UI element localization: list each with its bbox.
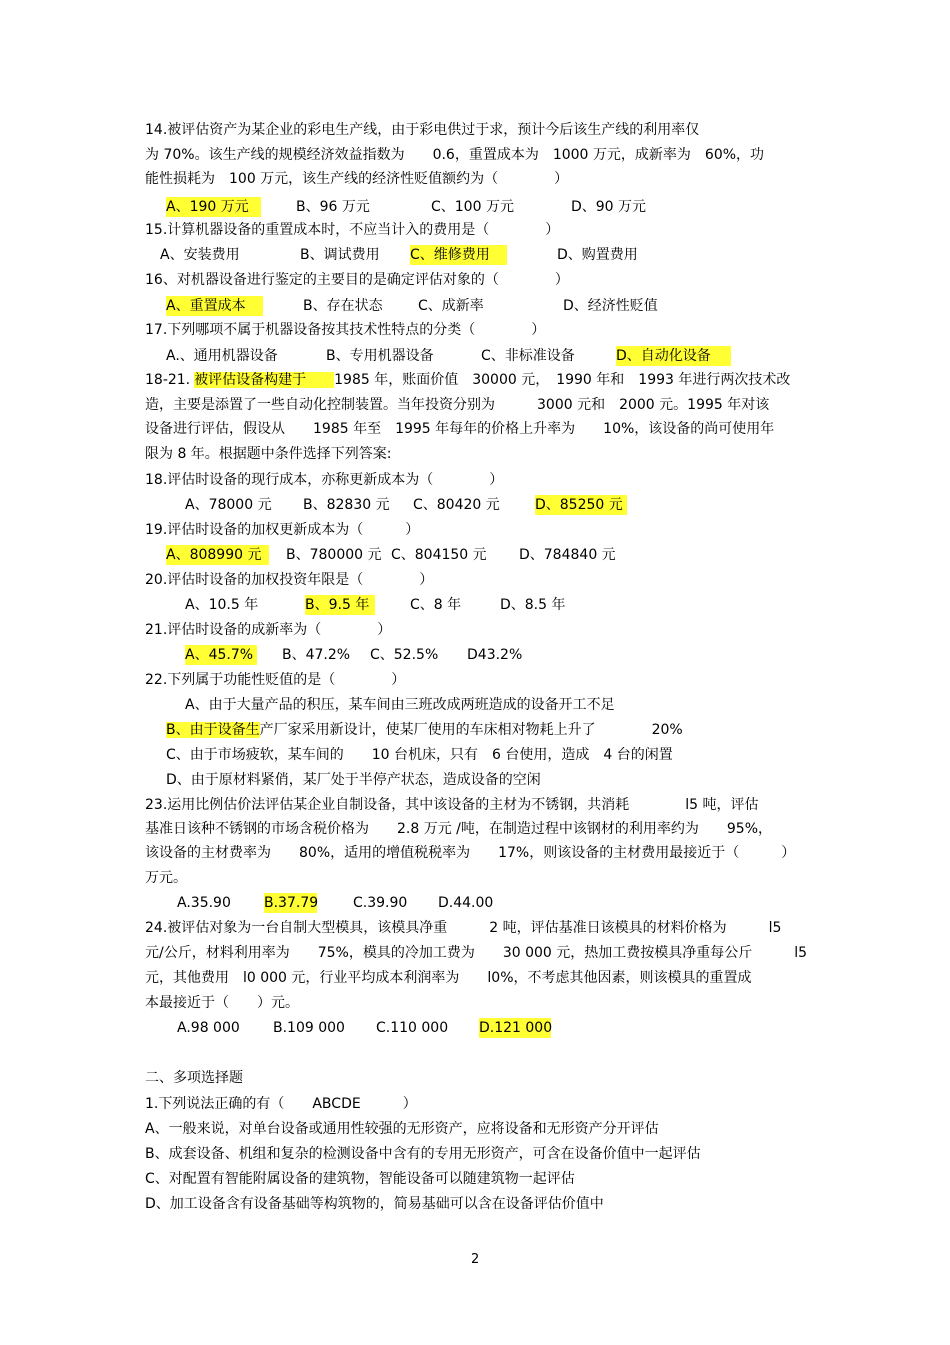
q17-stem: 17.下列哪项不属于机器设备按其技术性特点的分类（ ） [145,322,546,338]
q18-21-context-line1 [145,370,790,390]
q19-option-a-answer: A、808990 元 [166,545,269,565]
q24-stem-line3: 元，其他费用 l0 000 元，行业平均成本利润率为 l0%，不考虑其他因素，则该模具的重置成 [145,970,752,986]
multi-q1-option-a: A、一般来说，对单台设备或通用性较强的无形资产，应将设备和无形资产分开评估 [145,1121,659,1137]
q23-stem-line2: 基准日该种不锈钢的市场含税价格为 2.8 万元 /吨，在制造过程中该钢材的利用率约为 95%， [145,821,772,837]
multi-q1-option-d: D、加工设备含有设备基础等构筑物的，简易基础可以含在设备评估价值中 [145,1196,604,1212]
q17-option-c: C、非标准设备 [481,348,575,364]
q23-stem-line1: 23.运用比例估价法评估某企业自制设备，其中该设备的主材为不锈钢，共消耗 l5 吨，评估 [145,797,759,813]
q24-option-d-answer: D.121 000 [479,1020,553,1036]
q20-stem: 20.评估时设备的加权投资年限是（ ） [145,572,434,588]
q17-option-a: A.、通用机器设备 [166,348,278,364]
q15-option-a: A、安装费用 [160,247,240,263]
q22-stem: 22.下列属于功能性贬值的是（ ） [145,672,406,688]
q18-21-highlight: 被评估设备构建于 [194,372,334,388]
q19-options [166,545,616,565]
q20-option-c: C、8 年 [410,597,462,613]
q23-stem-line4: 万元。 [145,870,187,886]
q18-21-context-line2: 造，主要是添置了一些自动化控制装置。当年投资分别为 3000 元和 2000 元。1995 年对该 [145,397,770,413]
q23-option-d: D.44.00 [438,895,494,911]
multi-q1-option-b: B、成套设备、机组和复杂的检测设备中含有的专用无形资产，可含在设备价值中一起评估 [145,1146,701,1162]
q18-option-b: B、82830 元 [303,497,390,513]
q22-option-b-rest: 产厂家采用新设计，使某厂使用的车床相对物耗上升了 20% [259,722,683,738]
q19-stem: 19.评估时设备的加权更新成本为（ ） [145,522,420,538]
q23-options [177,893,493,913]
q15-option-c-answer: C、维修费用 [410,245,507,265]
q14-option-a-answer: A、190 万元 [166,197,261,217]
q14-option-b: B、96 万元 [296,199,370,215]
q17-option-b: B、专用机器设备 [326,348,434,364]
q20-options [185,595,566,615]
q21-options [185,645,522,665]
q21-option-d: D43.2% [467,647,523,663]
q18-option-a: A、78000 元 [185,497,272,513]
q19-option-d: D、784840 元 [519,547,616,563]
q19-option-c: C、804150 元 [391,547,487,563]
q24-stem-line4: 本最接近于（ ）元。 [145,995,299,1011]
q22-option-d: D、由于原材料紧俏，某厂处于半停产状态，造成设备的空闲 [166,772,541,788]
q17-option-d-answer: D、自动化设备 [616,346,731,366]
q18-21-context-line3: 设备进行评估，假设从 1985 年至 1995 年每年的价格上升率为 10%，该设备的尚可使用年 [145,421,775,437]
q18-21-context-line4: 限为 8 年。根据题中条件选择下列答案: [145,446,392,462]
q19-option-b: B、780000 元 [286,547,382,563]
q24-option-a: A.98 000 [177,1020,240,1036]
q22-option-b-highlight: B、由于设备生 [166,722,260,738]
q23-option-a: A.35.90 [177,895,231,911]
q16-options [166,296,658,316]
q20-option-a: A、10.5 年 [185,597,259,613]
q18-options [185,495,627,515]
q22-option-a: A、由于大量产品的积压，某车间由三班改成两班造成的设备开工不足 [185,697,615,713]
q14-option-d: D、90 万元 [571,199,647,215]
q15-option-d: D、购置费用 [557,247,638,263]
q20-option-b-answer: B、9.5 年 [305,595,375,615]
q22-option-c: C、由于市场疲软，某车间的 10 台机床，只有 6 台使用，造成 4 台的闲置 [166,747,673,763]
q16-option-b: B、存在状态 [303,298,383,314]
q23-option-b-answer: B.37.79 [264,895,319,911]
q16-option-c: C、成新率 [418,298,484,314]
q24-option-b: B.109 000 [273,1020,345,1036]
q20-option-d: D、8.5 年 [500,597,566,613]
q21-option-a-answer: A、45.7% [185,645,257,665]
q14-stem-line1: 14.被评估资产为某企业的彩电生产线，由于彩电供过于求，预计今后该生产线的利用率仅 [145,122,700,138]
multi-q1-option-c: C、对配置有智能附属设备的建筑物，智能设备可以随建筑物一起评估 [145,1171,575,1187]
q15-options [160,245,638,265]
q24-options [177,1018,551,1038]
q21-stem: 21.评估时设备的成新率为（ ） [145,622,392,638]
q24-stem-line2: 元/公斤，材料利用率为 75%，模具的冷加工费为 30 000 元，热加工费按模具净重每公斤 l5 [145,945,808,961]
q23-option-c: C.39.90 [353,895,408,911]
q18-21-prefix: 18-21. [145,372,191,388]
q22-option-b-answer [166,720,683,740]
q16-option-a-answer: A、重置成本 [166,296,263,316]
multi-q1-stem: 1.下列说法正确的有（ ABCDE ） [145,1096,417,1112]
q17-options [166,346,731,366]
page-number: 2 [471,1252,480,1267]
q14-stem-line2: 为 70%。该生产线的规模经济效益指数为 0.6，重置成本为 1000 万元，成新率为 60%，功 [145,147,765,163]
q16-option-d: D、经济性贬值 [563,298,658,314]
q15-option-b: B、调试费用 [300,247,380,263]
q15-stem: 15.计算机器设备的重置成本时，不应当计入的费用是（ ） [145,222,560,238]
q23-stem-line3: 该设备的主材费率为 80%，适用的增值税税率为 17%，则该设备的主材费用最接近于（ ） [145,845,796,861]
q18-21-line1-rest: 1985 年，账面价值 30000 元， 1990 年和 1993 年进行两次技术改 [334,372,791,388]
q18-stem: 18.评估时设备的现行成本，亦称更新成本为（ ） [145,472,504,488]
q21-option-b: B、47.2% [282,647,351,663]
section-title: 二、多项选择题 [145,1070,243,1086]
q24-stem-line1: 24.被评估对象为一台自制大型模具，该模具净重 2 吨，评估基准日该模具的材料价格为 l5 [145,920,782,936]
q21-option-c: C、52.5% [370,647,439,663]
q14-options [166,197,646,217]
q14-option-c: C、100 万元 [431,199,514,215]
q18-option-d-answer: D、85250 元 [535,495,627,515]
q18-option-c: C、80420 元 [413,497,500,513]
q14-stem-line3: 能性损耗为 100 万元，该生产线的经济性贬值额约为（ ） [145,171,569,187]
q16-stem: 16、对机器设备进行鉴定的主要目的是确定评估对象的（ ） [145,272,569,288]
q24-option-c: C.110 000 [376,1020,449,1036]
